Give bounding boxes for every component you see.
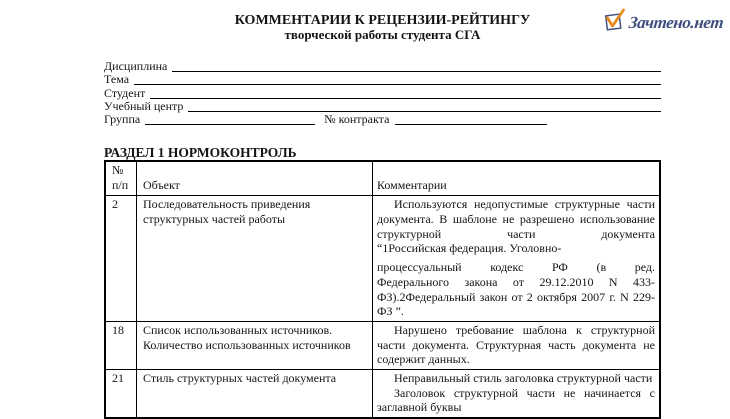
table-header-object: Объект (137, 162, 373, 195)
table-row (106, 321, 659, 369)
title-line-1: КОММЕНТАРИИ К РЕЦЕНЗИИ-РЕЙТИНГУ (234, 13, 531, 28)
row-object: Последовательность приведения структурных частей работы (137, 196, 373, 321)
row-num: 18 (106, 322, 137, 369)
table-header-num-line2: п/п (112, 177, 129, 192)
field-label-contract: № контракта (324, 111, 390, 126)
field-line-group (145, 124, 315, 125)
row-num: 21 (106, 370, 137, 417)
field-line-student (150, 98, 661, 99)
table-row (106, 369, 659, 417)
row-object: Стиль структурных частей документа (137, 370, 373, 417)
normcontrol-table (104, 160, 661, 419)
field-label-training-center: Учебный центр (104, 98, 184, 113)
row-comments: Используются недопустимые структурные части документа. В шаблоне не разрешено использование структурной части документа “1Российская федерация. Уголовно- процессуальный кодекс РФ (в ред. Федерального закона от 29.12.2010 N 433- ФЗ).2Федеральный закон от 2 октября 2007 г. N 229- ФЗ ”. (377, 197, 655, 319)
row-object: Список использованных источников. Количество использованных источников (137, 322, 373, 369)
field-line-theme (134, 84, 661, 85)
field-line-contract (395, 124, 547, 125)
document-content (104, 0, 661, 419)
field-student (104, 85, 661, 98)
field-label-theme: Тема (104, 72, 130, 87)
row-comments: Неправильный стиль заголовка структурной части Заголовок структурной части не начинается с заглавной буквы (377, 371, 655, 415)
table-header-num-line1: № (112, 162, 124, 177)
field-group-contract (104, 112, 661, 125)
field-training-center (104, 99, 661, 112)
field-line-discipline (172, 71, 661, 72)
section-1-title: РАЗДЕЛ 1 НОРМОКОНТРОЛЬ (104, 144, 297, 160)
form-fields (104, 59, 661, 125)
field-label-student: Студент (104, 85, 146, 100)
page-title (104, 14, 661, 42)
field-label-discipline: Дисциплина (104, 59, 168, 74)
field-discipline (104, 59, 661, 72)
row-num: 2 (106, 196, 137, 321)
table-header-comments: Комментарии (377, 177, 447, 192)
logo-text: Зачтено.нет (628, 12, 725, 32)
table-row (106, 195, 659, 321)
table-header-row (106, 162, 659, 195)
field-label-group: Группа (104, 111, 141, 126)
row-comments: Нарушено требование шаблона к структурной части документа. Структурная часть документа не содержит данных. (377, 322, 655, 367)
field-theme (104, 72, 661, 85)
table-header-num (106, 162, 137, 195)
title-line-2: творческой работы студента СГА (284, 27, 481, 42)
field-line-training-center (188, 111, 661, 112)
